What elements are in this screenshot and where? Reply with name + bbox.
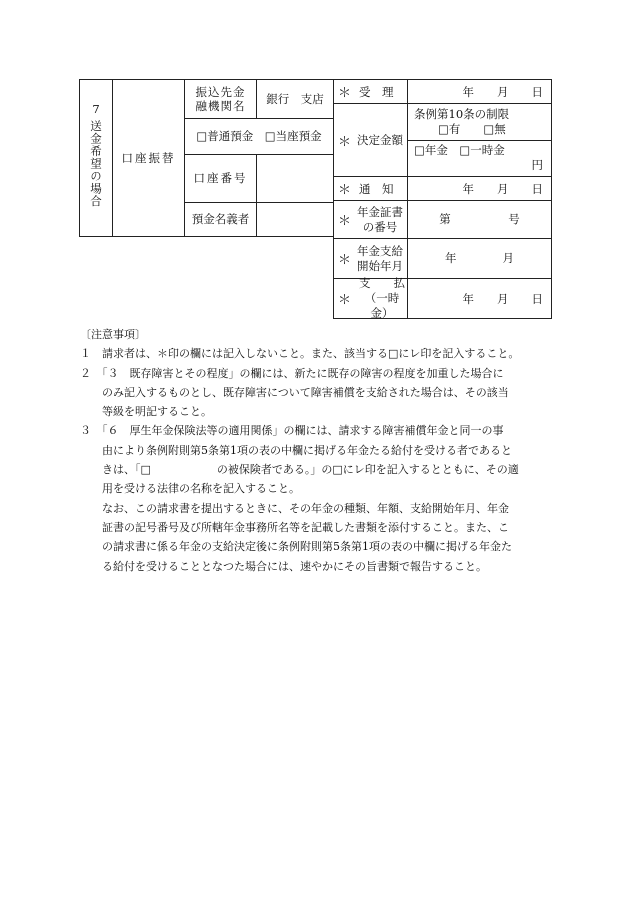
ordinance-limit-label: 条例第10条の制限 xyxy=(414,107,510,121)
note-line: る給付を受けることとなつた場合には、速やかにその旨書類で報告すること。 xyxy=(80,559,487,573)
certificate-number: 第 号 xyxy=(439,212,520,227)
payment-date: 年 月 日 xyxy=(462,291,543,306)
section-number: 7 xyxy=(92,101,100,116)
note-line: 証書の記号番号及び所轄年金事務所名等を記載した書類を添付すること。また、こ xyxy=(80,520,509,534)
note-line: きは、「□ の被保険者である。」の□にレ印を記入するとともに、その適 xyxy=(80,463,519,477)
decision-label: 決定金額 xyxy=(357,133,404,147)
asterisk-icon: ＊ xyxy=(338,183,352,198)
received-date: 年 月 日 xyxy=(462,84,543,99)
table-right-border xyxy=(551,79,552,319)
start-date: 年 月 xyxy=(445,251,514,266)
bank-label: 振込先金 融機関名 xyxy=(195,84,246,113)
notice-date: 年 月 日 xyxy=(462,181,543,196)
pension-type-options[interactable]: □年金 □一時金 xyxy=(414,143,505,157)
account-number-label: 口座番号 xyxy=(193,171,248,186)
received-label: 受 理 xyxy=(359,84,394,99)
notes-section xyxy=(80,325,550,576)
payment-label: 支 払 （一時金） xyxy=(359,276,405,320)
note-line: 用を受ける法律の名称を記入すること。 xyxy=(80,482,300,496)
note-line: １ 請求者は、＊印の欄には記入しないこと。また、該当する□にレ印を記入すること。 xyxy=(80,347,520,361)
certificate-label: 年金証書 の番号 xyxy=(357,204,404,234)
asterisk-icon: ＊ xyxy=(338,214,352,229)
start-label: 年金支給 開始年月 xyxy=(357,243,404,273)
asterisk-icon: ＊ xyxy=(338,293,352,308)
asterisk-icon: ＊ xyxy=(338,86,352,101)
account-holder-field[interactable] xyxy=(257,203,333,236)
account-holder-label: 預金名義者 xyxy=(191,212,250,227)
notice-label: 通 知 xyxy=(359,181,394,196)
note-line: のみ記入するものとし、既存障害について障害補償を支給された場合は、その該当 xyxy=(80,385,509,399)
asterisk-icon: ＊ xyxy=(338,253,352,268)
left-block-bottom-border xyxy=(79,236,334,237)
note-line: の請求書に係る年金の支給決定後に条例附則第5条第1項の表の中欄に掲げる年金た xyxy=(80,540,512,554)
note-line: ２ 「３ 既存障害とその程度」の欄には、新たに既存の障害の程度を加重した場合に xyxy=(80,366,504,380)
ordinance-limit-options[interactable]: □有 □無 xyxy=(438,122,506,136)
method-label: 口座振替 xyxy=(121,150,176,165)
note-line: 由により条例附則第5条第1項の表の中欄に掲げる年金たる給付を受ける者であると xyxy=(80,443,512,457)
yen-unit: 円 xyxy=(531,158,543,172)
notes-heading: 〔注意事項〕 xyxy=(80,328,146,341)
note-line: 等級を明記すること。 xyxy=(80,405,212,419)
account-number-field[interactable] xyxy=(257,155,333,202)
note-line: ３ 「６ 厚生年金保険法等の適用関係」の欄には、請求する障害補償年金と同一の事 xyxy=(80,424,504,438)
bank-suffix: 銀行 支店 xyxy=(266,91,324,106)
note-line: なお、この請求書を提出するときに、その年金の種類、年額、支給開始年月、年金 xyxy=(80,501,509,515)
section-title: 送金希望の場合 xyxy=(89,120,103,208)
account-type-options[interactable]: □普通預金 □当座預金 xyxy=(196,129,322,144)
asterisk-icon: ＊ xyxy=(338,134,352,150)
